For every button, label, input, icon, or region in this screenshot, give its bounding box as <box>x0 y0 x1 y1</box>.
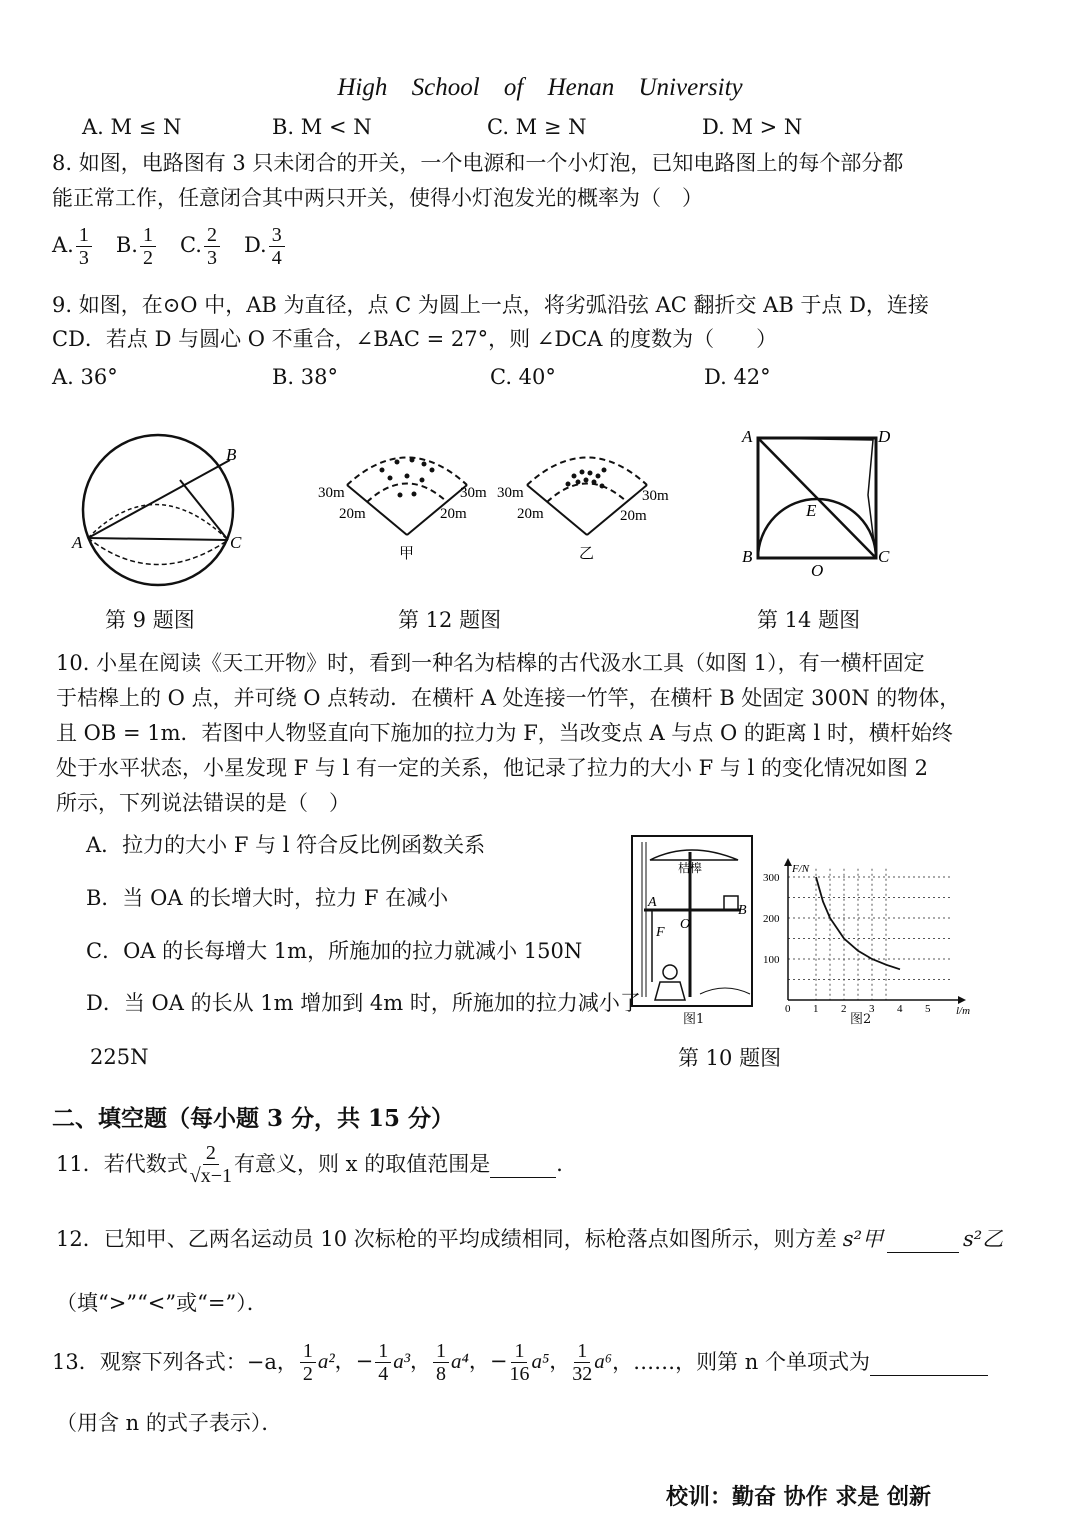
sector-yi <box>497 458 669 563</box>
fig10-fig2-label: 图2 <box>850 1012 872 1027</box>
fig14-label-o: O <box>811 561 824 580</box>
fig9-label-c: C <box>230 533 242 552</box>
fig14-label-d: D <box>878 427 891 446</box>
jia-30m-right: 30m <box>460 485 487 501</box>
fig9-label-a: A <box>72 533 83 552</box>
fig10-jiegao-text: 桔槔 <box>678 861 703 875</box>
fig10-label-a: A <box>648 895 657 910</box>
chart-x-tick: 5 <box>925 1003 931 1015</box>
q13-line2: （用含 n 的式子表示）． <box>56 1411 283 1435</box>
q13-term-2: − $\frac{1}{4}$ a³， <box>355 1340 432 1385</box>
chart-y-tick: 300 <box>763 872 780 884</box>
q10-line1: 10. 小星在阅读《天工开物》时，看到一种名为桔槔的古代汲水工具（如图 1），有一横杆固定 <box>56 651 925 675</box>
figure-10-force-chart <box>758 858 978 1017</box>
yi-30m-right: 30m <box>642 488 669 504</box>
q13 <box>52 1340 988 1385</box>
label-yi: 乙 <box>579 546 595 562</box>
q13-term-4: − $\frac{1}{16}$ a⁵， <box>489 1340 571 1385</box>
chart-y-tick: 100 <box>763 954 780 966</box>
school-motto: 校训：勤奋 协作 求是 创新 <box>666 1484 931 1510</box>
chart-x-arrow <box>958 996 966 1004</box>
q10-option-d: D．当 OA 的长从 1m 增加到 4m 时，所施加的拉力减小了 <box>86 991 641 1015</box>
chart-x-tick: 1 <box>813 1003 819 1015</box>
q11-blank[interactable] <box>490 1151 556 1178</box>
fig10-caption: 第 10 题图 <box>678 1046 782 1070</box>
fig14-label-e: E <box>806 501 817 520</box>
q10-line4: 处于水平状态，小星发现 F 与 l 有一定的关系，他记录了拉力的大小 F 与 l 的变化情况如图 2 <box>56 756 929 780</box>
q7-option-c: C. M ≥ N <box>487 115 587 139</box>
q8-option-c: C. $\frac{2}{3}$ <box>180 224 222 269</box>
chart-grid <box>788 869 950 1000</box>
q9-line1: 9. 如图，在⊙O 中，AB 为直径，点 C 为圆上一点，将劣弧沿弦 AC 翻折交 AB 于点 D，连接 <box>52 293 929 317</box>
q12-blank[interactable] <box>887 1226 959 1253</box>
q9-option-c: C. 40° <box>490 365 556 389</box>
section-2-title: 二、填空题（每小题 3 分，共 15 分） <box>52 1105 455 1132</box>
chart-x-tick: 2 <box>841 1003 847 1015</box>
q10-line2: 于桔槔上的 O 点，并可绕 O 点转动．在横杆 A 处连接一竹竿，在横杆 B 处固定 300N 的物体， <box>56 686 961 710</box>
q13-post: ，……，则第 n 个单项式为 <box>612 1350 870 1374</box>
school-header: High School of Henan University <box>337 74 743 101</box>
q8-option-b: B. $\frac{1}{2}$ <box>116 224 158 269</box>
q8-option-d: D. $\frac{3}{4}$ <box>244 224 287 269</box>
yi-20m-right: 20m <box>620 508 647 524</box>
jia-20m-right: 20m <box>440 506 467 522</box>
q10-option-b: B．当 OA 的长增大时，拉力 F 在减小 <box>86 886 449 910</box>
fig9-label-b: B <box>226 445 237 464</box>
q10-option-d-cont: 225N <box>90 1045 149 1069</box>
q9-option-a: A. 36° <box>52 365 118 389</box>
q7-option-b: B. M < N <box>272 115 372 139</box>
chart-x-label: l/m <box>956 1005 971 1017</box>
yi-30m-left: 30m <box>497 485 524 501</box>
fig10-label-o: O <box>680 917 691 932</box>
q9-line2: CD．若点 D 与圆心 O 不重合，∠BAC = 27°，则 ∠DCA 的度数为（ ） <box>52 327 778 351</box>
q13-pre: 13．观察下列各式：−a， <box>52 1350 298 1374</box>
fig14-label-a: A <box>742 427 753 446</box>
q13-term-5: $\frac{1}{32}$ a⁶ <box>572 1340 613 1385</box>
fig14-label-b: B <box>742 547 753 566</box>
q10-option-c: C．OA 的长每增大 1m，所施加的拉力就减小 150N <box>86 939 583 963</box>
fig9-caption: 第 9 题图 <box>105 608 195 632</box>
chart-x-tick: 3 <box>869 1003 875 1015</box>
q11-den: √x−1 <box>189 1165 232 1187</box>
chart-y-label: F/N <box>792 863 810 875</box>
fig14-caption: 第 14 题图 <box>757 608 861 632</box>
fig14-label-c: C <box>878 547 890 566</box>
q8-line1: 8. 如图，电路图有 3 只未闭合的开关，一个电源和一个小灯泡，已知电路图上的每个部分都 <box>52 151 904 175</box>
q8-line2: 能正常工作，任意闭合其中两只开关，使得小灯泡发光的概率为（ ） <box>52 186 703 210</box>
q7-option-d: D. M > N <box>702 115 803 139</box>
yi-20m-left: 20m <box>517 506 544 522</box>
q11-num: 2 <box>203 1142 219 1165</box>
chart-y-tick: 200 <box>763 913 780 925</box>
chart-y-arrow <box>784 858 792 866</box>
jia-20m-left: 20m <box>339 506 366 522</box>
q9-option-d: D. 42° <box>704 365 771 389</box>
q11-pre: 11．若代数式 <box>56 1152 188 1176</box>
q12-s-yi: s²乙 <box>963 1227 1004 1251</box>
q12 <box>56 1222 1003 1257</box>
figure-12-sectors <box>312 440 692 570</box>
figure-14-square <box>738 420 898 585</box>
q8-options <box>52 224 287 269</box>
q9-option-b: B. 38° <box>272 365 339 389</box>
chart-x-tick: 0 <box>785 1003 791 1015</box>
figure-10-jiegao-illustration <box>630 832 756 1014</box>
q13-term-3: $\frac{1}{8}$ a⁴， <box>431 1340 490 1385</box>
q11 <box>56 1142 577 1187</box>
label-jia: 甲 <box>399 546 415 562</box>
q11-post: 有意义，则 x 的取值范围是 <box>234 1152 491 1176</box>
figure-9-circle <box>70 430 250 590</box>
sector-jia <box>318 458 487 563</box>
q13-term-1: $\frac{1}{2}$ a²， <box>298 1340 356 1385</box>
q8-option-a: A. $\frac{1}{3}$ <box>52 224 94 269</box>
fig10-fig1-label: 图1 <box>683 1012 705 1027</box>
q10-line3: 且 OB = 1m．若图中人物竖直向下施加的拉力为 F，当改变点 A 与点 O 的距离 l 时，横杆始终 <box>56 721 953 745</box>
q12-s-jia: s²甲 <box>842 1227 883 1251</box>
jia-30m-left: 30m <box>318 485 345 501</box>
fig12-caption: 第 12 题图 <box>398 608 502 632</box>
fig10-label-f: F <box>656 925 665 940</box>
q7-option-a: A. M ≤ N <box>82 115 182 139</box>
chart-x-tick: 4 <box>897 1003 903 1015</box>
fig10-label-b: B <box>738 903 747 918</box>
q12-line1: 12．已知甲、乙两名运动员 10 次标枪的平均成绩相同，标枪落点如图所示，则方差 <box>56 1227 837 1251</box>
q10-option-a: A．拉力的大小 F 与 l 符合反比例函数关系 <box>86 833 486 857</box>
q12-line2: （填“>”“<”或“=”）． <box>56 1291 268 1315</box>
q11-end: ． <box>556 1152 578 1176</box>
q13-blank[interactable] <box>870 1349 988 1376</box>
q10-line5: 所示，下列说法错误的是（ ） <box>56 791 350 815</box>
